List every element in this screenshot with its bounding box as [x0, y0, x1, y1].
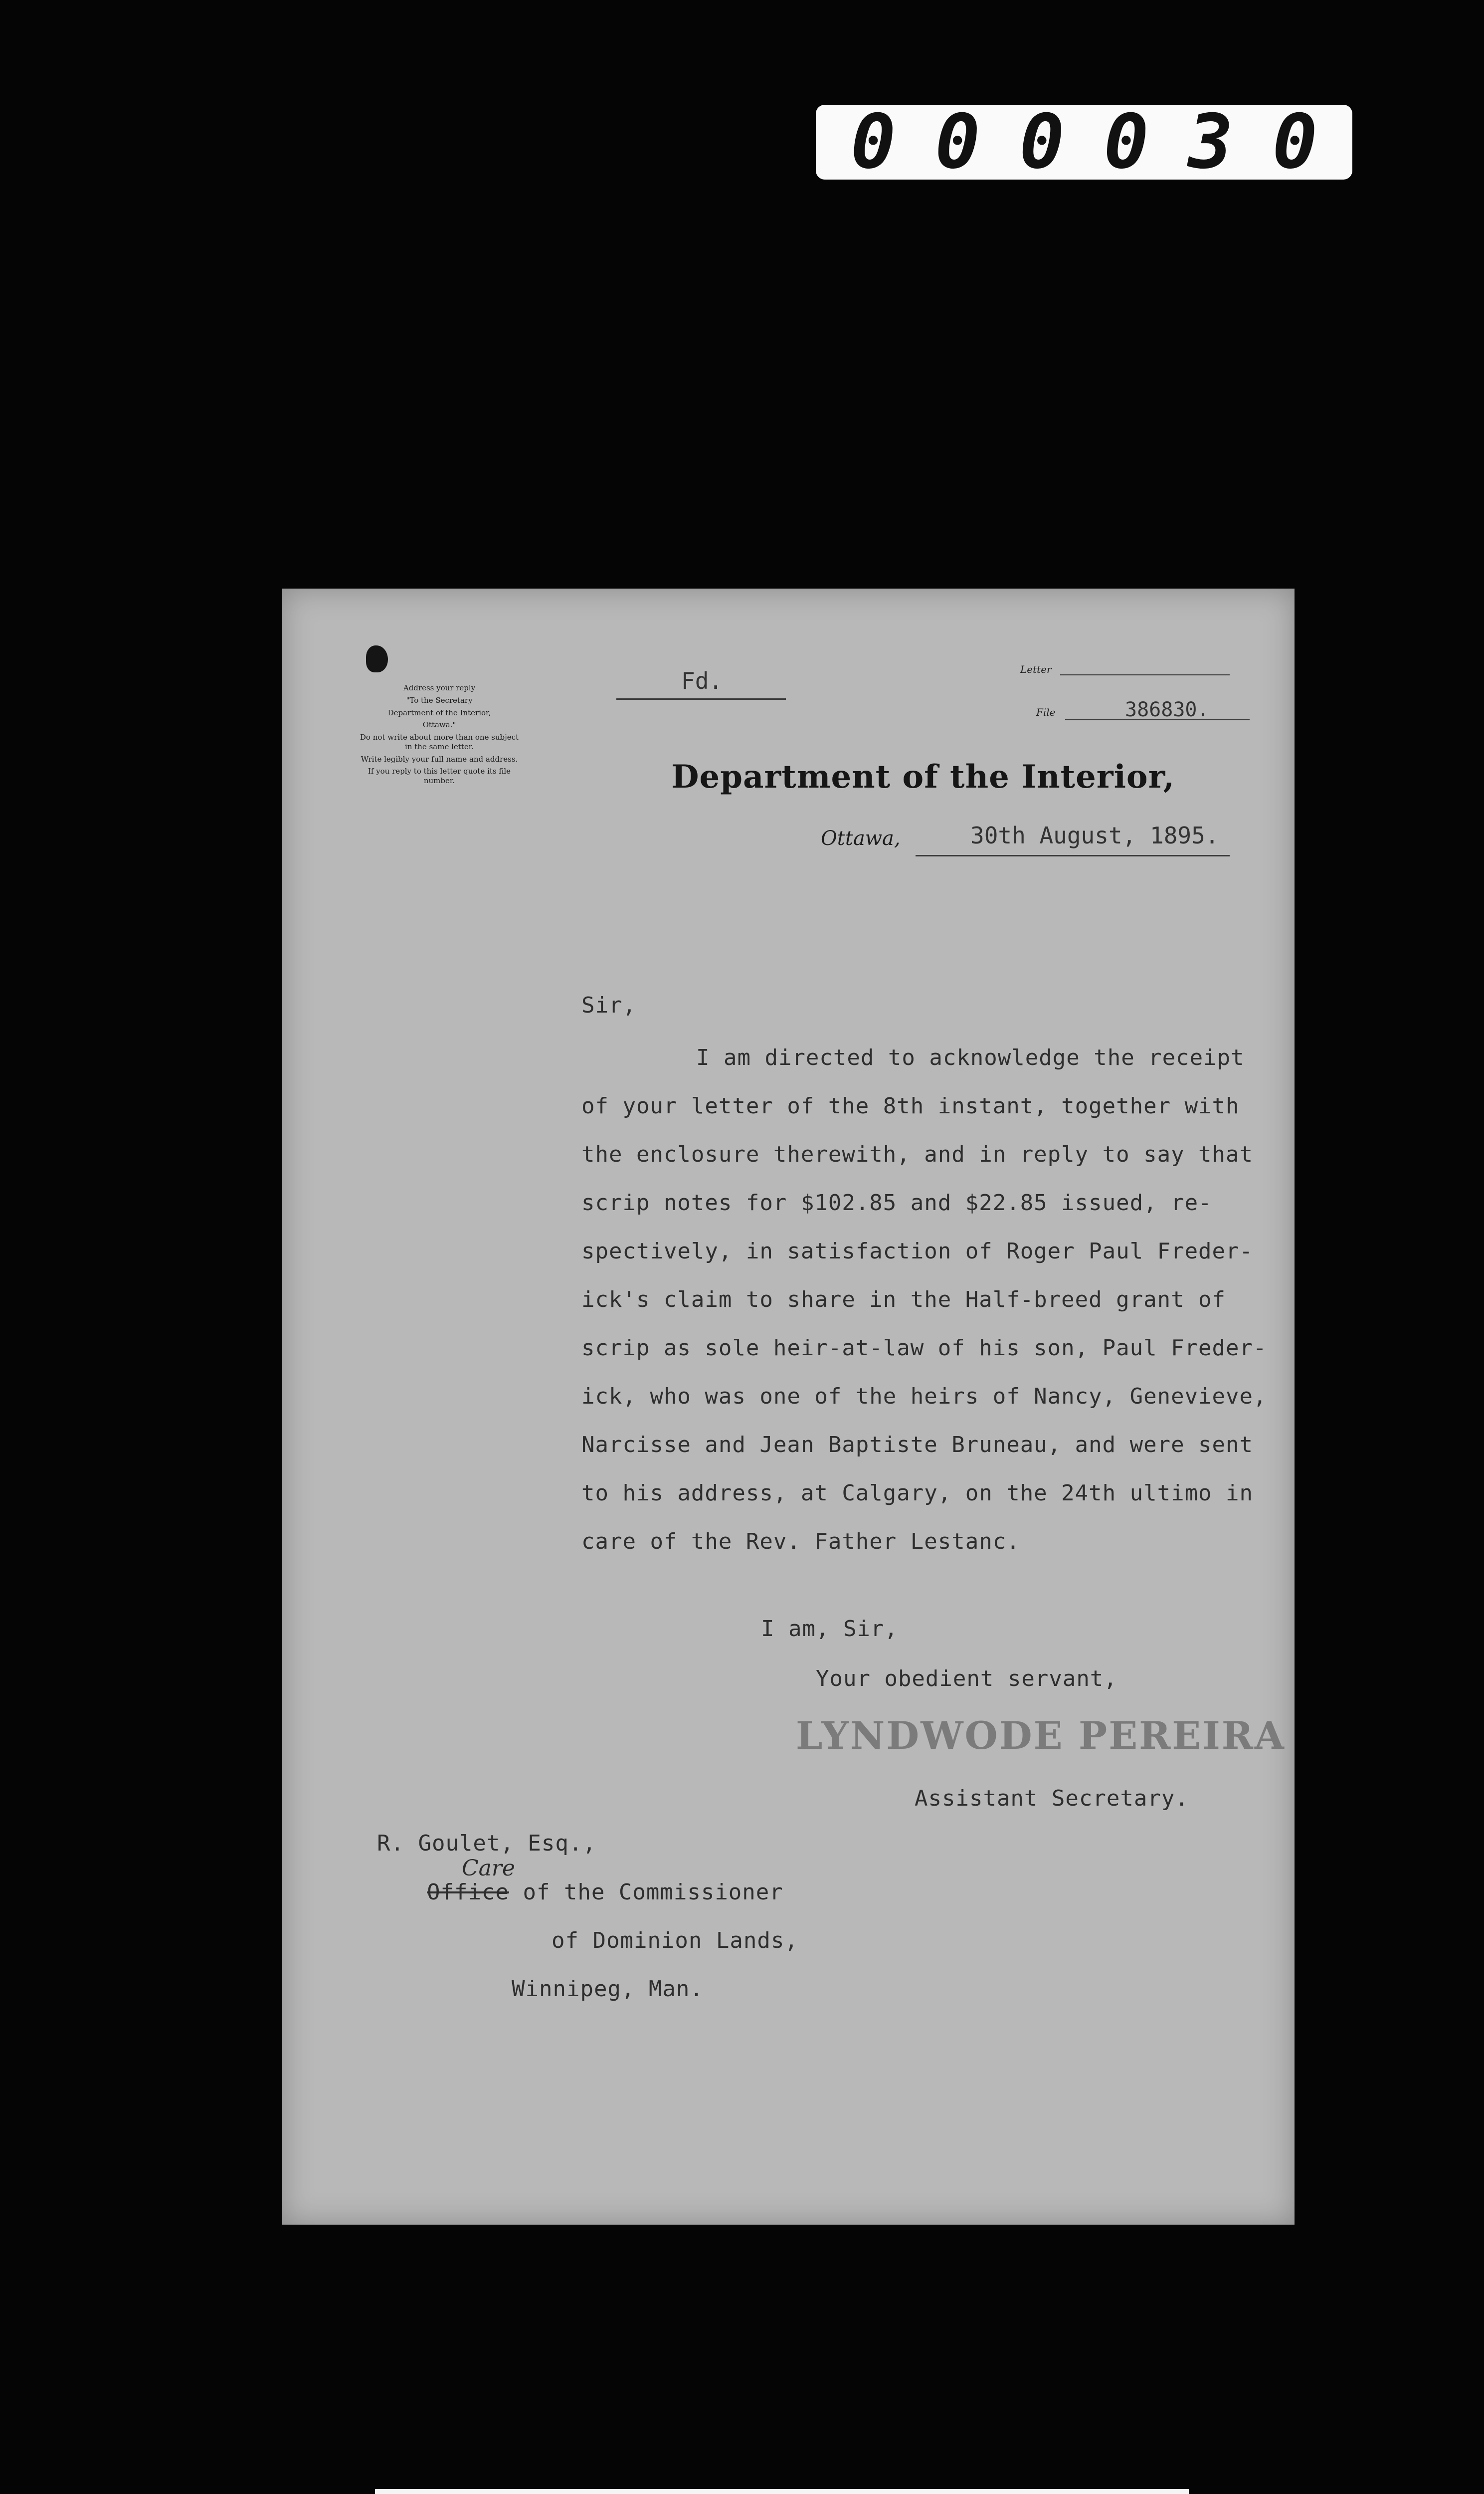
body-line: ick's claim to share in the Half-breed grant of [581, 1287, 1226, 1312]
archive-reference-label [375, 2489, 1189, 2494]
instruction-line: Ottawa." [422, 720, 456, 730]
struck-word: Office [427, 1879, 509, 1905]
frame-digit: 0 [1019, 99, 1065, 186]
signature-stamp: LYNDWODE PEREIRA [796, 1713, 1286, 1758]
addressee-line: Winnipeg, Man. [512, 1976, 704, 2002]
frame-digit: 0 [1104, 99, 1149, 186]
instruction-line: Address your reply [403, 683, 476, 692]
frame-number-strip [816, 99, 1352, 186]
addressee-line-rest: of the Commissioner [523, 1879, 783, 1905]
handwritten-insert: Care [462, 1856, 515, 1881]
reply-instructions [357, 683, 522, 789]
date-underline [916, 855, 1230, 856]
addressee-line: of Dominion Lands, [552, 1928, 798, 1953]
addressee-line [427, 1879, 783, 1905]
ink-blot [366, 645, 388, 672]
body-line: spectively, in satisfaction of Roger Paul Freder- [581, 1239, 1254, 1264]
body-line: I am directed to acknowledge the receipt [696, 1045, 1245, 1070]
body-line: scrip as sole heir-at-law of his son, Paul Freder- [581, 1335, 1267, 1361]
frame-digit: 0 [935, 99, 980, 186]
body-line: Narcisse and Jean Baptiste Bruneau, and were sent [581, 1432, 1254, 1457]
frame-digit: 0 [1272, 99, 1317, 186]
instruction-line: Department of the Interior, [387, 708, 491, 717]
body-line: ick, who was one of the heirs of Nancy, Genevieve, [581, 1384, 1267, 1409]
frame-digit: 3 [1188, 99, 1233, 186]
instruction-line: Do not write about more than one subject in the same letter. [360, 733, 519, 751]
addressee-name: R. Goulet, Esq., [377, 1831, 596, 1856]
instruction-line: Write legibly your full name and address. [361, 754, 518, 764]
letter-label: Letter [1020, 663, 1052, 675]
letter-date: 30th August, 1895. [970, 822, 1219, 849]
closing-line: Your obedient servant, [816, 1666, 1117, 1691]
body-line: scrip notes for $102.85 and $22.85 issued, re- [581, 1190, 1212, 1216]
body-line: of your letter of the 8th instant, together with [581, 1093, 1240, 1119]
salutation: Sir, [581, 993, 636, 1018]
letter-sheet [282, 589, 1295, 2225]
signer-title: Assistant Secretary. [915, 1786, 1189, 1811]
body-line: care of the Rev. Father Lestanc. [581, 1529, 1020, 1554]
department-title: Department of the Interior, [671, 758, 1175, 796]
file-label: File [1036, 706, 1056, 718]
ottawa-label: Ottawa, [821, 827, 901, 850]
body-line: to his address, at Calgary, on the 24th ultimo in [581, 1480, 1254, 1506]
body-line: the enclosure therewith, and in reply to say that [581, 1142, 1254, 1167]
fd-underline [616, 698, 786, 700]
fd-field: Fd. [681, 667, 723, 694]
closing-line: I am, Sir, [761, 1616, 898, 1642]
instruction-line: "To the Secretary [406, 695, 473, 705]
frame-digit: 0 [851, 99, 896, 186]
letter-underline [1060, 674, 1230, 675]
instruction-line: If you reply to this letter quote its file number. [368, 767, 511, 785]
file-number: 386830. [1125, 698, 1209, 721]
